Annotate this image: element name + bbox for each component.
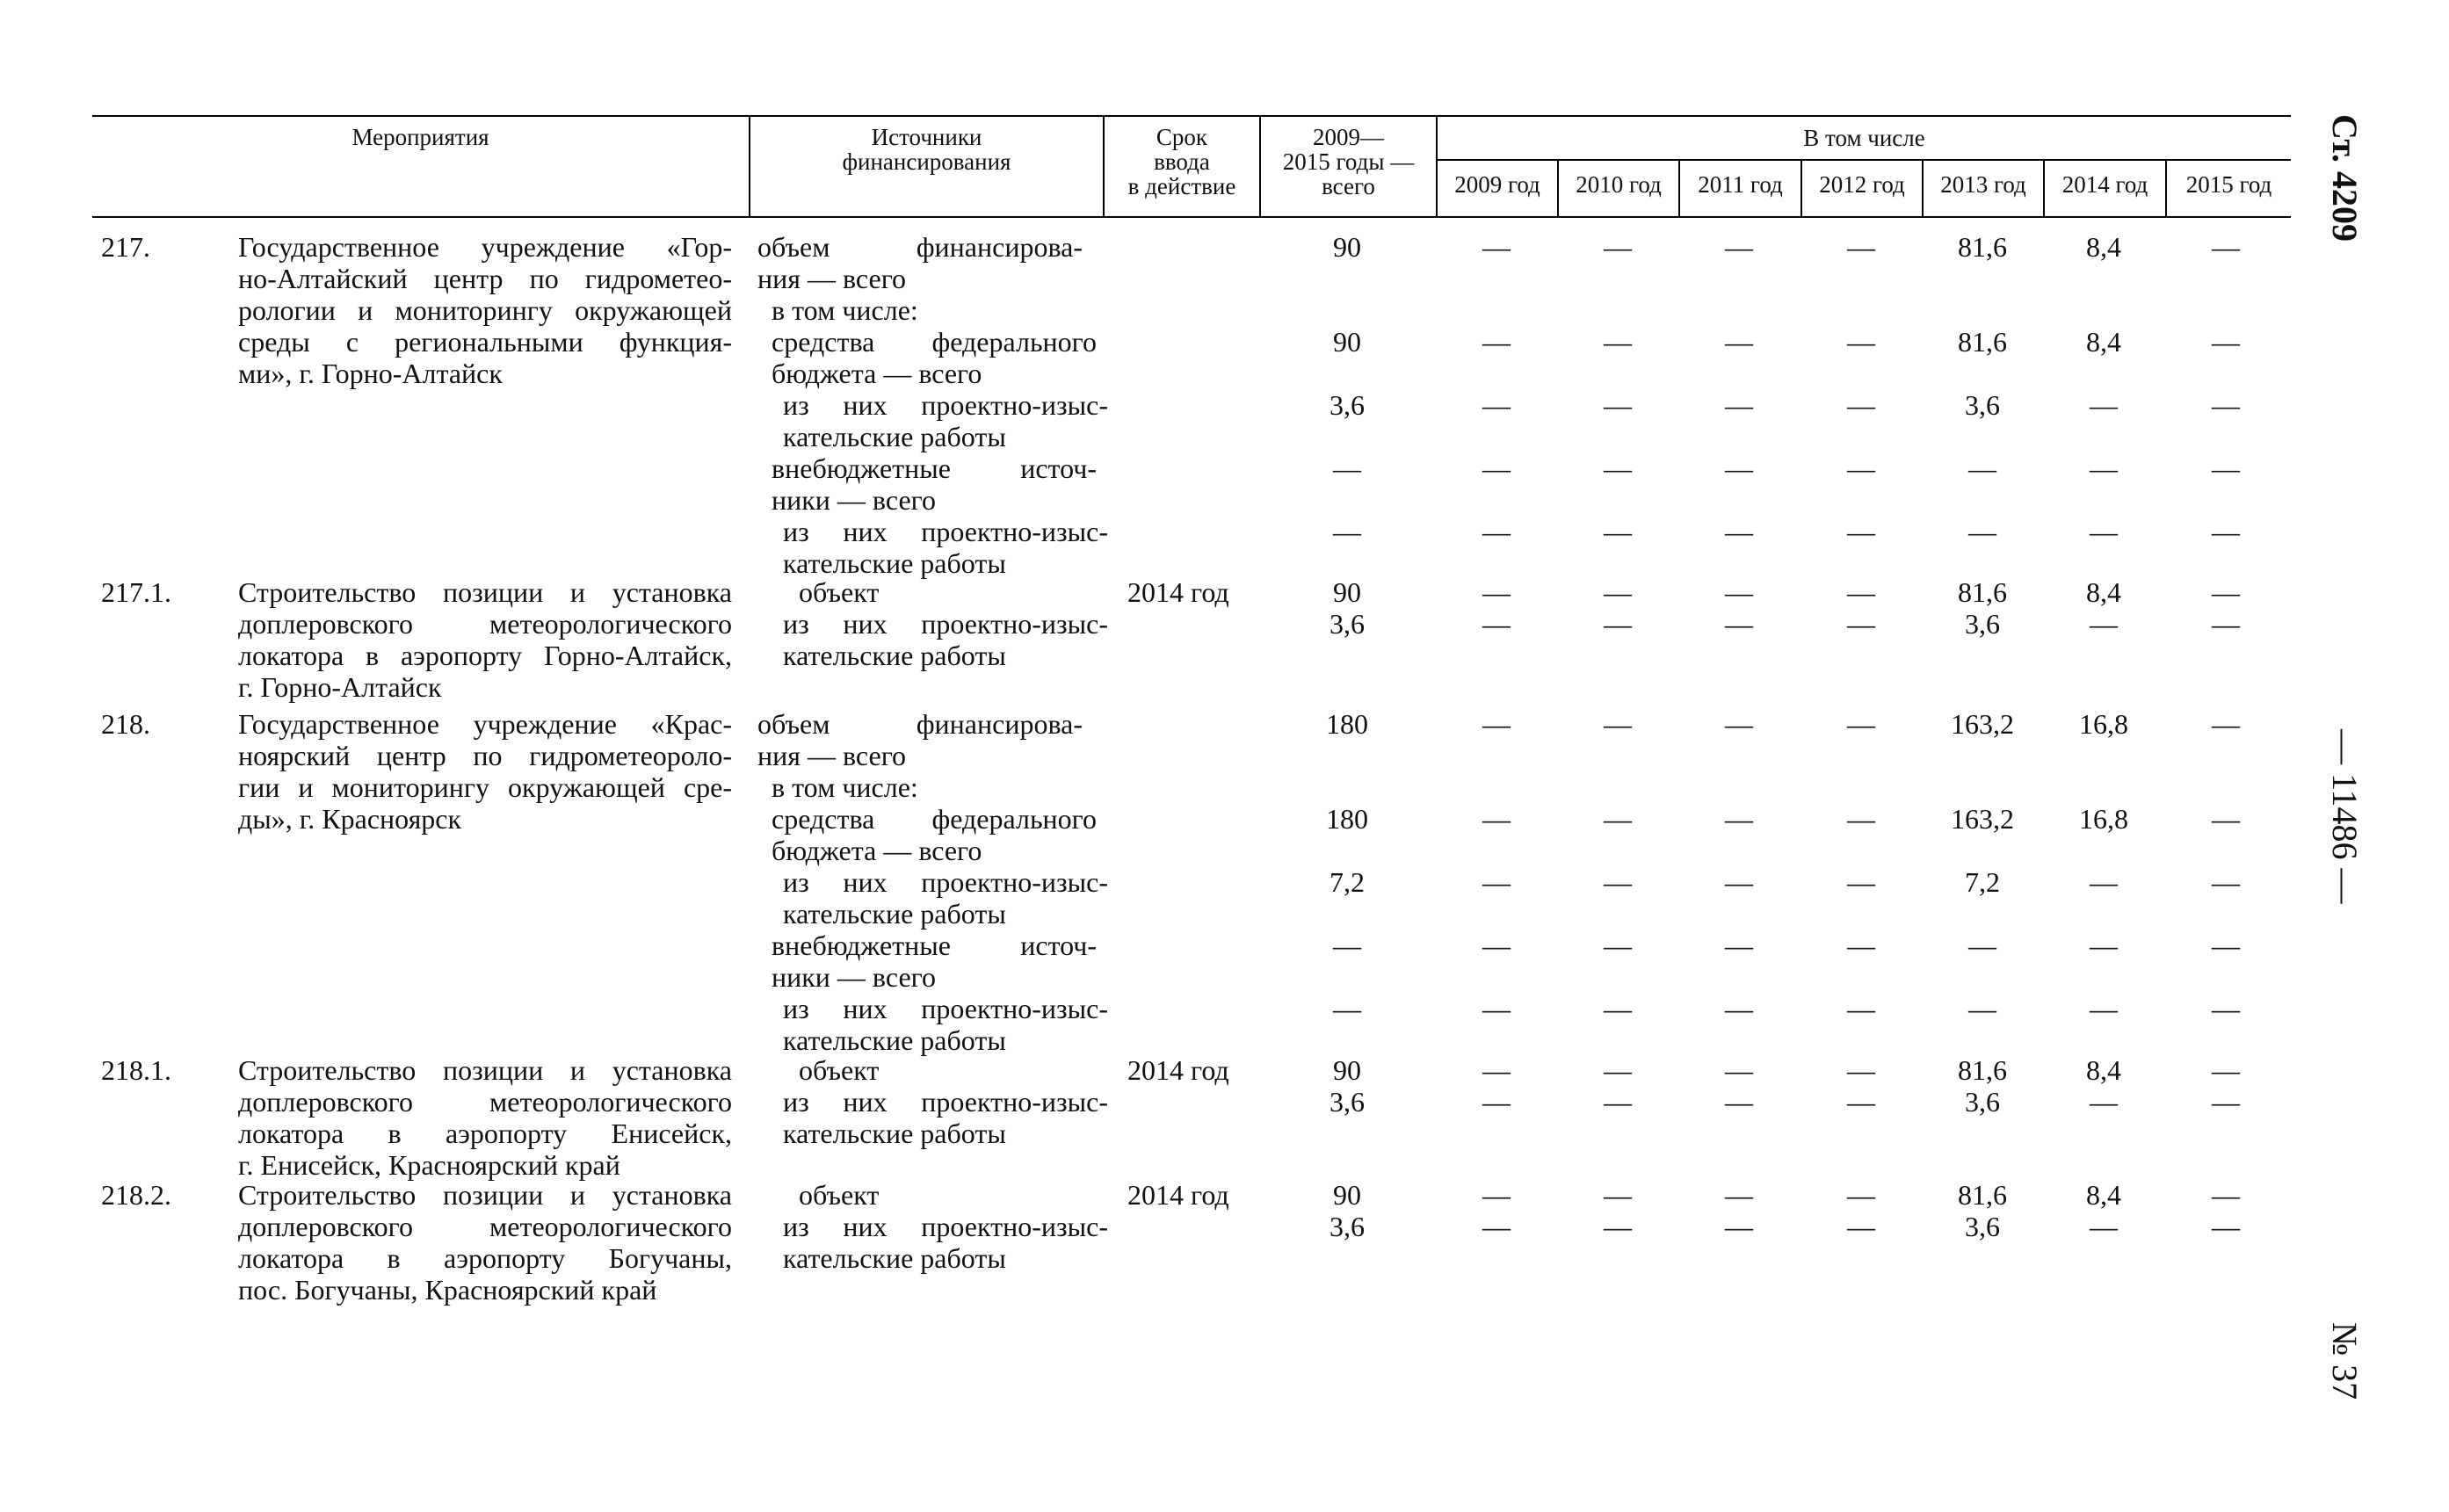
year-value-cell: — — [2090, 389, 2118, 421]
funding-source — [783, 389, 1108, 452]
year-value-cell: 3,6 — [1965, 389, 2000, 421]
header-year: 2015 год — [2185, 171, 2272, 198]
year-value-cell: — — [1847, 516, 1875, 547]
year-value-cell: 16,8 — [2079, 708, 2128, 740]
funding-source-line: в том числе: — [772, 771, 918, 803]
year-value-cell: — — [1482, 452, 1511, 484]
year-value-cell: 8,4 — [2086, 1179, 2121, 1211]
issue-number: № 37 — [2325, 1322, 2365, 1400]
funding-source-line: в том числе: — [772, 294, 918, 326]
header-including: В том числе — [1803, 125, 1925, 151]
year-value-cell: — — [1482, 1179, 1511, 1211]
year-value-cell: — — [1604, 452, 1632, 484]
item-number: 218.1. — [101, 1054, 171, 1086]
total-value-cell: 90 — [1333, 1179, 1361, 1211]
funding-source-line: ники — всего — [772, 961, 936, 993]
year-value-cell: — — [1482, 930, 1511, 961]
funding-source — [772, 930, 1097, 993]
funding-source-line: из них проектно-изыс- — [783, 1086, 1108, 1118]
year-value-cell: — — [1847, 389, 1875, 421]
year-value-cell: 81,6 — [1958, 231, 2007, 263]
funding-source-line: внебюджетные источ- — [772, 452, 1097, 484]
year-value-cell: — — [1847, 1054, 1875, 1086]
year-value-cell: — — [1968, 452, 1996, 484]
funding-source — [772, 326, 1097, 389]
year-value-cell: — — [1482, 231, 1511, 263]
total-value-cell: 3,6 — [1330, 389, 1365, 421]
year-value-cell: — — [2212, 866, 2240, 898]
commissioning-term: 2014 год — [1127, 576, 1229, 608]
funding-source-line: кательские работы — [783, 640, 1006, 671]
header-year: 2014 год — [2061, 171, 2148, 198]
year-value-cell: 8,4 — [2086, 231, 2121, 263]
total-value-cell: 7,2 — [1330, 866, 1365, 898]
year-value-cell: — — [2090, 1211, 2118, 1242]
year-value-cell: — — [1847, 1179, 1875, 1211]
description-line: пос. Богучаны, Красноярский край — [238, 1274, 657, 1306]
year-value-cell: — — [2212, 1054, 2240, 1086]
description-line: доплеровского метеорологического — [238, 1086, 732, 1118]
funding-source-line: из них проектно-изыс- — [783, 516, 1108, 547]
funding-source — [757, 708, 1083, 771]
year-value-cell: — — [1725, 1054, 1753, 1086]
year-value-cell: — — [1482, 516, 1511, 547]
total-value-cell: 3,6 — [1330, 1211, 1365, 1242]
header-year: 2013 год — [1940, 171, 2026, 198]
total-value-cell: 180 — [1326, 708, 1368, 740]
item-description — [238, 1054, 732, 1181]
funding-source-line: кательские работы — [783, 1242, 1006, 1274]
year-value-cell: — — [1725, 326, 1753, 358]
total-value-cell: — — [1333, 993, 1361, 1024]
year-value-cell: — — [1482, 326, 1511, 358]
funding-source — [783, 866, 1108, 930]
year-value-cell: — — [1604, 231, 1632, 263]
header-term: Срок ввода в действие — [1127, 124, 1236, 199]
funding-source — [783, 1211, 1108, 1274]
funding-source-line: бюджета — всего — [772, 835, 982, 866]
year-value-cell: — — [1725, 803, 1753, 835]
year-value-cell: — — [1604, 608, 1632, 640]
year-value-cell: — — [1847, 993, 1875, 1024]
year-value-cell: — — [2090, 516, 2118, 547]
year-value-cell: — — [2090, 608, 2118, 640]
description-line: локатора в аэропорту Енисейск, — [238, 1118, 732, 1149]
description-line: локатора в аэропорту Богучаны, — [238, 1242, 732, 1274]
year-value-cell: 81,6 — [1958, 576, 2007, 608]
year-value-cell: — — [2212, 993, 2240, 1024]
funding-source-line: средства федерального — [772, 803, 1097, 835]
funding-source-line: объем финансирова- — [757, 231, 1083, 263]
description-line: Строительство позиции и установка — [238, 1054, 732, 1086]
year-value-cell: — — [2212, 1179, 2240, 1211]
year-value-cell: — — [2212, 389, 2240, 421]
year-value-cell: 163,2 — [1951, 803, 2014, 835]
year-value-cell: — — [1847, 452, 1875, 484]
year-value-cell: — — [1482, 389, 1511, 421]
funding-source-line: объект — [799, 576, 880, 608]
year-value-cell: — — [1604, 576, 1632, 608]
year-value-cell: — — [1847, 866, 1875, 898]
total-value-cell: 3,6 — [1330, 1086, 1365, 1118]
funding-source-line: из них проектно-изыс- — [783, 993, 1108, 1024]
commissioning-term: 2014 год — [1127, 1179, 1229, 1211]
year-value-cell: — — [1604, 866, 1632, 898]
funding-source — [799, 576, 1124, 608]
funding-source-line: из них проектно-изыс- — [783, 1211, 1108, 1242]
year-value-cell: — — [1604, 1179, 1632, 1211]
header-total: 2009— 2015 годы — всего — [1282, 124, 1415, 199]
year-value-cell: — — [1482, 708, 1511, 740]
description-line: гии и мониторингу окружающей сре- — [238, 771, 732, 803]
table-header-rule — [92, 216, 2291, 218]
year-value-cell: — — [1482, 1086, 1511, 1118]
year-value-cell: 16,8 — [2079, 803, 2128, 835]
description-line: Строительство позиции и установка — [238, 576, 732, 608]
year-value-cell: — — [1725, 516, 1753, 547]
year-value-cell: — — [1604, 1086, 1632, 1118]
funding-source-line: кательские работы — [783, 421, 1006, 452]
funding-source-line: объект — [799, 1179, 880, 1211]
description-line: г. Енисейск, Красноярский край — [238, 1149, 620, 1181]
funding-source — [757, 231, 1083, 294]
year-value-cell: — — [1604, 516, 1632, 547]
commissioning-term: 2014 год — [1127, 1054, 1229, 1086]
description-line: доплеровского метеорологического — [238, 608, 732, 640]
year-value-cell: 7,2 — [1965, 866, 2000, 898]
year-value-cell: — — [1482, 866, 1511, 898]
year-value-cell: — — [2090, 993, 2118, 1024]
funding-source — [772, 803, 1097, 866]
funding-source-line: объем финансирова- — [757, 708, 1083, 740]
year-value-cell: — — [1725, 1179, 1753, 1211]
year-value-cell: — — [1604, 326, 1632, 358]
year-value-cell: 8,4 — [2086, 1054, 2121, 1086]
total-value-cell: 90 — [1333, 231, 1361, 263]
year-value-cell: — — [2212, 1211, 2240, 1242]
year-value-cell: — — [1725, 1086, 1753, 1118]
year-value-cell: — — [1604, 389, 1632, 421]
year-value-cell: 81,6 — [1958, 1054, 2007, 1086]
total-value-cell: — — [1333, 516, 1361, 547]
funding-source-line: ники — всего — [772, 484, 936, 516]
description-line: среды с региональными функция- — [238, 326, 732, 358]
year-value-cell: — — [2090, 1086, 2118, 1118]
funding-source — [783, 608, 1108, 671]
description-line: рологии и мониторингу окружающей — [238, 294, 732, 326]
header-year: 2012 год — [1819, 171, 1905, 198]
description-line: Государственное учреждение «Гор- — [238, 231, 732, 263]
funding-source — [799, 1054, 1124, 1086]
funding-source — [783, 1086, 1108, 1149]
header-year: 2011 год — [1698, 171, 1783, 198]
funding-source-line: ния — всего — [757, 740, 907, 771]
page-label: Ст. 4209 — [2325, 114, 2365, 242]
subheader-rule — [1436, 159, 2291, 161]
funding-source-line: кательские работы — [783, 1024, 1006, 1056]
description-line: г. Горно-Алтайск — [238, 671, 442, 703]
year-value-cell: — — [2212, 231, 2240, 263]
item-number: 217.1. — [101, 576, 171, 608]
year-value-cell: — — [2212, 516, 2240, 547]
funding-source-line: объект — [799, 1054, 880, 1086]
year-value-cell: — — [1725, 930, 1753, 961]
year-value-cell: — — [2090, 866, 2118, 898]
description-line: Строительство позиции и установка — [238, 1179, 732, 1211]
year-value-cell: — — [1968, 930, 1996, 961]
funding-source-line: бюджета — всего — [772, 358, 982, 389]
year-value-cell: — — [2212, 608, 2240, 640]
year-value-cell: — — [1725, 231, 1753, 263]
item-number: 218. — [101, 708, 150, 740]
year-value-cell: — — [2212, 576, 2240, 608]
table-top-rule — [92, 115, 2291, 117]
year-value-cell: — — [2090, 930, 2118, 961]
header-activity: Мероприятия — [351, 124, 489, 150]
year-value-cell: — — [2212, 326, 2240, 358]
year-value-cell: — — [1604, 1054, 1632, 1086]
year-value-cell: — — [1725, 576, 1753, 608]
year-value-cell: — — [2212, 930, 2240, 961]
year-value-cell: — — [1482, 1211, 1511, 1242]
funding-source — [783, 516, 1108, 579]
year-value-cell: — — [1725, 993, 1753, 1024]
year-value-cell: — — [1725, 452, 1753, 484]
year-value-cell: — — [1847, 576, 1875, 608]
funding-source — [799, 1179, 1124, 1211]
year-value-cell: — — [1847, 803, 1875, 835]
header-year: 2010 год — [1576, 171, 1662, 198]
funding-source — [772, 452, 1097, 516]
funding-source-line: кательские работы — [783, 547, 1006, 579]
total-value-cell: — — [1333, 930, 1361, 961]
year-value-cell: — — [1482, 993, 1511, 1024]
year-value-cell: 8,4 — [2086, 576, 2121, 608]
funding-source-line: из них проектно-изыс- — [783, 608, 1108, 640]
item-description — [238, 1179, 732, 1306]
year-value-cell: 3,6 — [1965, 1086, 2000, 1118]
funding-source-line: внебюджетные источ- — [772, 930, 1097, 961]
year-value-cell: — — [1725, 608, 1753, 640]
item-description — [238, 576, 732, 703]
description-line: доплеровского метеорологического — [238, 1211, 732, 1242]
year-value-cell: 81,6 — [1958, 326, 2007, 358]
description-line: локатора в аэропорту Горно-Алтайск, — [238, 640, 732, 671]
year-value-cell: — — [1847, 930, 1875, 961]
year-value-cell: 3,6 — [1965, 1211, 2000, 1242]
year-value-cell: — — [2212, 803, 2240, 835]
year-value-cell: — — [1847, 608, 1875, 640]
year-value-cell: — — [1847, 231, 1875, 263]
header-sources: Источники финансирования — [842, 124, 1011, 175]
funding-source-line: кательские работы — [783, 1118, 1006, 1149]
year-value-cell: 8,4 — [2086, 326, 2121, 358]
year-value-cell: — — [2090, 452, 2118, 484]
year-value-cell: — — [1847, 1086, 1875, 1118]
item-description — [238, 708, 732, 835]
funding-source — [772, 294, 1097, 326]
year-value-cell: — — [1725, 708, 1753, 740]
total-value-cell: 90 — [1333, 326, 1361, 358]
year-value-cell: — — [1604, 803, 1632, 835]
year-value-cell: 163,2 — [1951, 708, 2014, 740]
header-year: 2009 год — [1454, 171, 1540, 198]
total-value-cell: 180 — [1326, 803, 1368, 835]
description-line: Государственное учреждение «Крас- — [238, 708, 732, 740]
funding-source-line: средства федерального — [772, 326, 1097, 358]
year-value-cell: — — [2212, 708, 2240, 740]
year-value-cell: — — [1725, 866, 1753, 898]
doc-number: — 11486 — — [2325, 729, 2365, 904]
year-value-cell: — — [2212, 1086, 2240, 1118]
total-value-cell: 3,6 — [1330, 608, 1365, 640]
description-line: ми», г. Горно-Алтайск — [238, 358, 503, 389]
year-value-cell: — — [1725, 1211, 1753, 1242]
description-line: но-Алтайский центр по гидрометео- — [238, 263, 732, 294]
funding-source — [772, 771, 1097, 803]
funding-source-line: ния — всего — [757, 263, 907, 294]
year-value-cell: — — [1604, 708, 1632, 740]
year-value-cell: — — [1847, 708, 1875, 740]
year-value-cell: — — [1725, 389, 1753, 421]
item-number: 217. — [101, 231, 150, 263]
year-value-cell: 81,6 — [1958, 1179, 2007, 1211]
year-value-cell: — — [1482, 1054, 1511, 1086]
description-line: ноярский центр по гидрометеороло- — [238, 740, 732, 771]
total-value-cell: 90 — [1333, 1054, 1361, 1086]
total-value-cell: 90 — [1333, 576, 1361, 608]
item-description — [238, 231, 732, 389]
total-value-cell: — — [1333, 452, 1361, 484]
year-value-cell: — — [1604, 1211, 1632, 1242]
year-value-cell: 3,6 — [1965, 608, 2000, 640]
year-value-cell: — — [1482, 608, 1511, 640]
year-value-cell: — — [1482, 576, 1511, 608]
description-line: ды», г. Красноярск — [238, 803, 462, 835]
year-value-cell: — — [1847, 1211, 1875, 1242]
funding-source-line: из них проектно-изыс- — [783, 389, 1108, 421]
year-value-cell: — — [1968, 516, 1996, 547]
funding-source-line: из них проектно-изыс- — [783, 866, 1108, 898]
funding-source — [783, 993, 1108, 1056]
item-number: 218.2. — [101, 1179, 171, 1211]
year-value-cell: — — [1604, 930, 1632, 961]
year-value-cell: — — [1482, 803, 1511, 835]
year-value-cell: — — [1604, 993, 1632, 1024]
year-value-cell: — — [2212, 452, 2240, 484]
year-value-cell: — — [1847, 326, 1875, 358]
year-value-cell: — — [1968, 993, 1996, 1024]
funding-source-line: кательские работы — [783, 898, 1006, 930]
